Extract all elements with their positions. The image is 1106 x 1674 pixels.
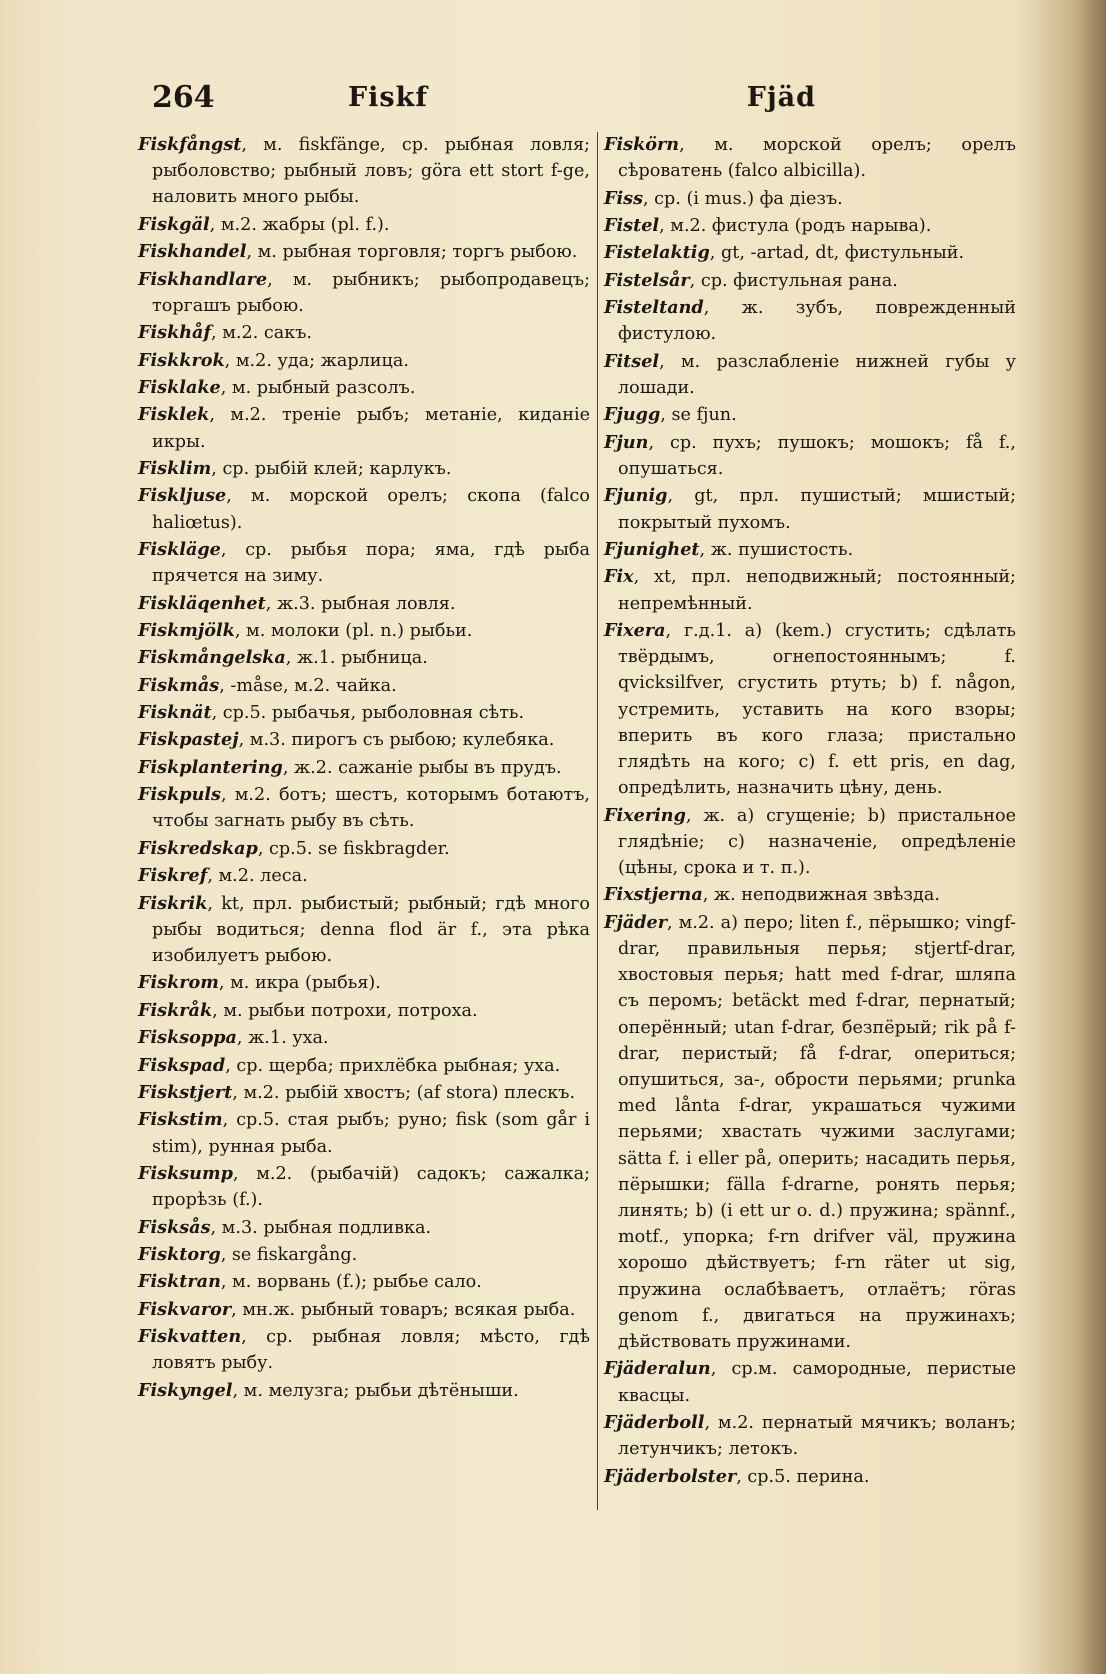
dictionary-entry	[138, 970, 590, 996]
dictionary-entry	[138, 402, 590, 454]
entry-headword: Fisksump	[138, 1162, 233, 1184]
entry-definition: , м.2. треніе рыбъ; метаніе, киданіе икры.	[152, 405, 590, 452]
entry-definition: , м.2. рыбій хвостъ; (af stora) плескъ.	[232, 1082, 576, 1103]
entry-headword: Fiskrik	[138, 892, 208, 914]
dictionary-entry	[138, 537, 590, 589]
right-column	[604, 132, 1016, 1491]
entry-headword: Fjäderbolster	[604, 1465, 737, 1487]
dictionary-entry	[138, 1107, 590, 1159]
dictionary-entry	[138, 1161, 590, 1213]
entry-definition: , м. рыбная торговля; торгъ рыбою.	[246, 242, 578, 263]
entry-definition: , ср.5. рыбачья, рыболовная сѣть.	[211, 703, 525, 724]
page-header	[138, 80, 976, 120]
entry-headword: Fiskkrok	[138, 349, 225, 371]
entry-definition: , -måse, м.2. чайка.	[219, 675, 397, 696]
dictionary-entry	[138, 700, 590, 726]
entry-definition: , ср.5. перина.	[736, 1466, 870, 1487]
entry-definition: , ср. рыбная ловля; мѣсто, гдѣ ловятъ рыбу.	[152, 1327, 590, 1374]
entry-definition: , м.3. рыбная подливка.	[210, 1217, 432, 1238]
entry-headword: Fjäder	[604, 911, 668, 933]
dictionary-entry	[138, 891, 590, 970]
entry-definition: , gt, -artad, dt, фистульный.	[709, 243, 965, 264]
entry-definition: , м. морской орелъ; орелъ сѣроватень (falco albicilla).	[618, 135, 1016, 182]
entry-headword: Fisksås	[138, 1216, 211, 1238]
entry-headword: Fiskfångst	[138, 134, 242, 155]
entry-definition: , se fjun.	[660, 405, 737, 426]
entry-headword: Fiskläge	[138, 538, 221, 560]
dictionary-entry	[604, 268, 1016, 294]
entry-definition: , ж. неподвижная звѣзда.	[702, 885, 940, 906]
entry-definition: , м.2. сакъ.	[211, 323, 312, 344]
entry-headword: Fistelsår	[604, 269, 690, 291]
entry-definition: , ж. зубъ, поврежденный фистулою.	[618, 298, 1016, 345]
entry-headword: Fisteltand	[604, 297, 704, 319]
entry-headword: Fiskhandel	[138, 241, 247, 263]
dictionary-entry	[138, 673, 590, 699]
entry-definition: , мн.ж. рыбный товаръ; всякая рыба.	[231, 1299, 576, 1320]
entry-definition: , ср. фистульная рана.	[689, 270, 898, 291]
entry-headword: Fitsel	[604, 350, 660, 372]
dictionary-entry	[138, 1215, 590, 1241]
dictionary-entry	[138, 998, 590, 1024]
entry-definition: , м.2. (рыбачій) садокъ; сажалка; прорѣзь (f.).	[152, 1163, 590, 1211]
dictionary-entry	[138, 456, 590, 482]
entry-headword: Fiskstjert	[138, 1081, 233, 1103]
entry-headword: Fiskyngel	[138, 1379, 233, 1401]
dictionary-entry	[604, 132, 1016, 184]
dictionary-entry	[138, 375, 590, 401]
entry-definition: , ж. a) сгущеніе; b) пристальное глядѣніе; c) назначеніе, опредѣленіе (цѣны, срока и т. п.).	[618, 805, 1016, 878]
entry-definition: , м. рыбьи потрохи, потроха.	[212, 1000, 478, 1021]
entry-headword: Fjunighet	[604, 538, 700, 560]
dictionary-entry	[604, 186, 1016, 212]
dictionary-entry	[138, 1297, 590, 1323]
entry-definition: , ср. пухъ; пушокъ; мошокъ; få f., опушаться.	[618, 432, 1016, 479]
dictionary-entry	[138, 212, 590, 238]
entry-headword: Fiskplantering	[138, 756, 283, 778]
entry-headword: Fjäderalun	[604, 1358, 711, 1380]
entry-headword: Fjun	[604, 431, 649, 453]
dictionary-entry	[138, 618, 590, 644]
entry-definition: , м. икра (рыбья).	[218, 973, 381, 994]
entry-definition: , м. разслабленіе нижней губы у лошади.	[618, 351, 1016, 398]
dictionary-entry	[138, 132, 590, 211]
entry-definition: , ср. рыбій клей; карлукъ.	[211, 458, 452, 479]
dictionary-entry	[138, 320, 590, 346]
entry-definition: , м. молоки (pl. n.) рыбьи.	[234, 620, 473, 641]
dictionary-entry	[604, 483, 1016, 535]
entry-headword: Fiskhandlare	[138, 268, 268, 290]
dictionary-entry	[138, 239, 590, 265]
entry-definition: , м.2. пернатый мячикъ; воланъ; летунчикъ; летокъ.	[618, 1412, 1016, 1460]
entry-headword: Fiskref	[138, 865, 208, 887]
entry-definition: , ср. (i mus.) фа діезъ.	[643, 188, 843, 209]
dictionary-entry	[138, 591, 590, 617]
dictionary-entry	[138, 1269, 590, 1295]
entry-headword: Fiskläqenhet	[138, 592, 266, 614]
entry-headword: Fisktran	[138, 1271, 221, 1293]
entry-definition: , м.2. фистула (родъ нарыва).	[659, 215, 932, 236]
dictionary-entry	[604, 1410, 1016, 1462]
entry-definition: , gt, прл. пушистый; мшистый; покрытый пухомъ.	[618, 486, 1016, 533]
dictionary-entry	[138, 782, 590, 834]
entry-definition: , ж.2. сажаніе рыбы въ прудъ.	[282, 757, 562, 778]
entry-definition: , ср.5. стая рыбъ; руно; fisk (som går i stim), рунная рыба.	[152, 1110, 590, 1157]
entry-headword: Fiskredskap	[138, 837, 258, 859]
dictionary-entry	[604, 402, 1016, 428]
dictionary-entry	[604, 1356, 1016, 1408]
entry-definition: , м.3. пирогъ съ рыбою; кулебяка.	[238, 730, 555, 751]
dictionary-entry	[138, 1080, 590, 1106]
entry-headword: Fixera	[604, 619, 666, 641]
page-number: 264	[152, 80, 215, 115]
entry-headword: Fistelaktig	[604, 242, 710, 264]
entry-headword: Fixstjerna	[604, 884, 703, 906]
dictionary-entry	[138, 348, 590, 374]
dictionary-entry	[604, 295, 1016, 347]
entry-headword: Fiskrom	[138, 972, 219, 994]
dictionary-entry	[138, 645, 590, 671]
entry-headword: Fiskörn	[604, 134, 680, 155]
dictionary-entry	[604, 537, 1016, 563]
entry-definition: , м.2. жабры (pl. f.).	[209, 214, 390, 235]
entry-definition: , г.д.1. a) (kem.) сгустить; сдѣлать твёрдымъ, огнепостояннымъ; f. qvicksilfver, сгустить ртуть; b) f. någon, устремить, уставить на кого взоры; вперить въ кого глаза; пристально глядѣть на кого; c) f. ett pris, en dag, опредѣлить, назначить цѣну, день.	[618, 620, 1016, 799]
dictionary-entry	[604, 430, 1016, 482]
entry-definition: , м.2. ботъ; шестъ, которымъ ботаютъ, чтобы загнать рыбу въ сѣть.	[152, 785, 590, 832]
left-column	[138, 132, 590, 1405]
dictionary-entry	[138, 836, 590, 862]
entry-definition: , м. мелузга; рыбьи дѣтёныши.	[232, 1380, 519, 1401]
dictionary-entry	[138, 1053, 590, 1079]
entry-headword: Fiskmås	[138, 674, 220, 696]
entry-headword: Fiskhåf	[138, 322, 212, 344]
dictionary-entry	[604, 618, 1016, 801]
entry-headword: Fisklim	[138, 457, 212, 479]
dictionary-entry	[138, 1378, 590, 1404]
entry-definition: , м.2. a) перо; liten f., пёрышко; vingf-drar, правильныя перья; stjertf-drar, хвостовыя перья; hatt med f-drar, шляпа съ перомъ; betäckt med f-drar, пернатый; оперённый; utan f-drar, безпёрый; rik på f-drar, перистый; få f-drar, опериться; опушиться, за-, обрости перьями; prunka med lånta f-drar, украшаться чужими перьями; хвастать чужими заслугами; sätta f. i eller på, оперить; насадить перья, пёрышки; fälla f-drarne, ронять перья; линять; b) (i ett ur o. d.) пружина; spännf., motf., упорка; f-rn drifver väl, пружина хорошо дѣйствуетъ; f-rn räter ut sig, пружина ослабѣваетъ, отлаётъ; röras genom f., двигаться на пружинахъ; дѣйствовать пружинами.	[618, 912, 1016, 1352]
entry-headword: Fisksoppa	[138, 1027, 237, 1049]
entry-headword: Fisklek	[138, 404, 210, 426]
entry-definition: , м. рыбникъ; рыбопродавецъ; торгашъ рыбою.	[152, 269, 590, 316]
entry-headword: Fix	[604, 566, 634, 588]
entry-headword: Fiskpuls	[138, 784, 221, 806]
entry-headword: Fiskpastej	[138, 729, 239, 751]
entry-headword: Fiskråk	[138, 999, 213, 1021]
dictionary-entry	[604, 910, 1016, 1355]
entry-headword: Fiss	[604, 187, 643, 209]
entry-definition: , м.2. леса.	[207, 866, 308, 887]
dictionary-entry	[138, 1324, 590, 1376]
entry-definition: , se fiskargång.	[220, 1244, 358, 1265]
entry-definition: , xt, прл. неподвижный; постоянный; непремѣнный.	[618, 567, 1016, 614]
dictionary-entry	[604, 1464, 1016, 1490]
dictionary-entry	[604, 213, 1016, 239]
entry-definition: , м.2. уда; жарлица.	[224, 350, 409, 371]
entry-headword: Fiskljuse	[138, 485, 227, 507]
entry-definition: , ж. пушистость.	[699, 539, 854, 560]
dictionary-entry	[138, 267, 590, 319]
entry-headword: Fiskvatten	[138, 1326, 242, 1348]
entry-definition: , м. рыбный разсолъ.	[220, 377, 416, 398]
entry-definition: , ср. щерба; прихлёбка рыбная; уха.	[225, 1055, 561, 1076]
dictionary-entry	[138, 755, 590, 781]
entry-headword: Fisktorg	[138, 1243, 221, 1265]
entry-headword: Fixering	[604, 804, 686, 826]
dictionary-entry	[604, 803, 1016, 882]
entry-definition: , м. fiskfänge, ср. рыбная ловля; рыболовство; рыбный ловъ; göra ett stort f-ge, наловить много рыбы.	[152, 135, 590, 208]
entry-headword: Fistel	[604, 214, 660, 236]
entry-definition: , ж.3. рыбная ловля.	[265, 593, 456, 614]
dictionary-entry	[604, 882, 1016, 908]
dictionary-entry	[604, 349, 1016, 401]
entry-headword: Fiskmjölk	[138, 619, 235, 641]
entry-headword: Fiskvaror	[138, 1298, 232, 1320]
entry-definition: , ср. рыбья пора; яма, гдѣ рыба прячется на зиму.	[152, 539, 590, 587]
entry-headword: Fjugg	[604, 404, 661, 426]
dictionary-entry	[138, 483, 590, 535]
dictionary-entry	[138, 1025, 590, 1051]
entry-definition: , м. ворвань (f.); рыбье сало.	[220, 1272, 482, 1293]
dictionary-entry	[138, 727, 590, 753]
dictionary-entry	[138, 1242, 590, 1268]
entry-headword: Fisklake	[138, 376, 221, 398]
entry-definition: , ж.1. уха.	[236, 1028, 329, 1049]
entry-definition: , ср.м. самородные, перистые квасцы.	[618, 1359, 1016, 1406]
dictionary-entry	[138, 863, 590, 889]
entry-definition: , ж.1. рыбница.	[285, 648, 428, 669]
entry-definition: , ср.5. se fiskbragder.	[257, 838, 450, 859]
dictionary-entry	[604, 240, 1016, 266]
left-running-headword: Fiskf	[348, 82, 428, 113]
dictionary-entry	[604, 564, 1016, 616]
entry-headword: Fiskmångelska	[138, 647, 286, 669]
column-divider	[597, 132, 598, 1510]
entry-definition: , м. морской орелъ; скопа (falco haliœtus).	[152, 486, 590, 533]
entry-definition: , kt, прл. рыбистый; рыбный; гдѣ много рыбы водиться; denna flod är f., эта рѣка изобилуетъ рыбою.	[152, 893, 590, 967]
entry-headword: Fisknät	[138, 702, 212, 724]
entry-headword: Fiskspad	[138, 1054, 226, 1076]
entry-headword: Fjunig	[604, 485, 668, 507]
entry-headword: Fiskgäl	[138, 213, 210, 235]
entry-headword: Fiskstim	[138, 1109, 223, 1131]
entry-headword: Fjäderboll	[604, 1411, 705, 1433]
right-running-headword: Fjäd	[746, 82, 816, 113]
